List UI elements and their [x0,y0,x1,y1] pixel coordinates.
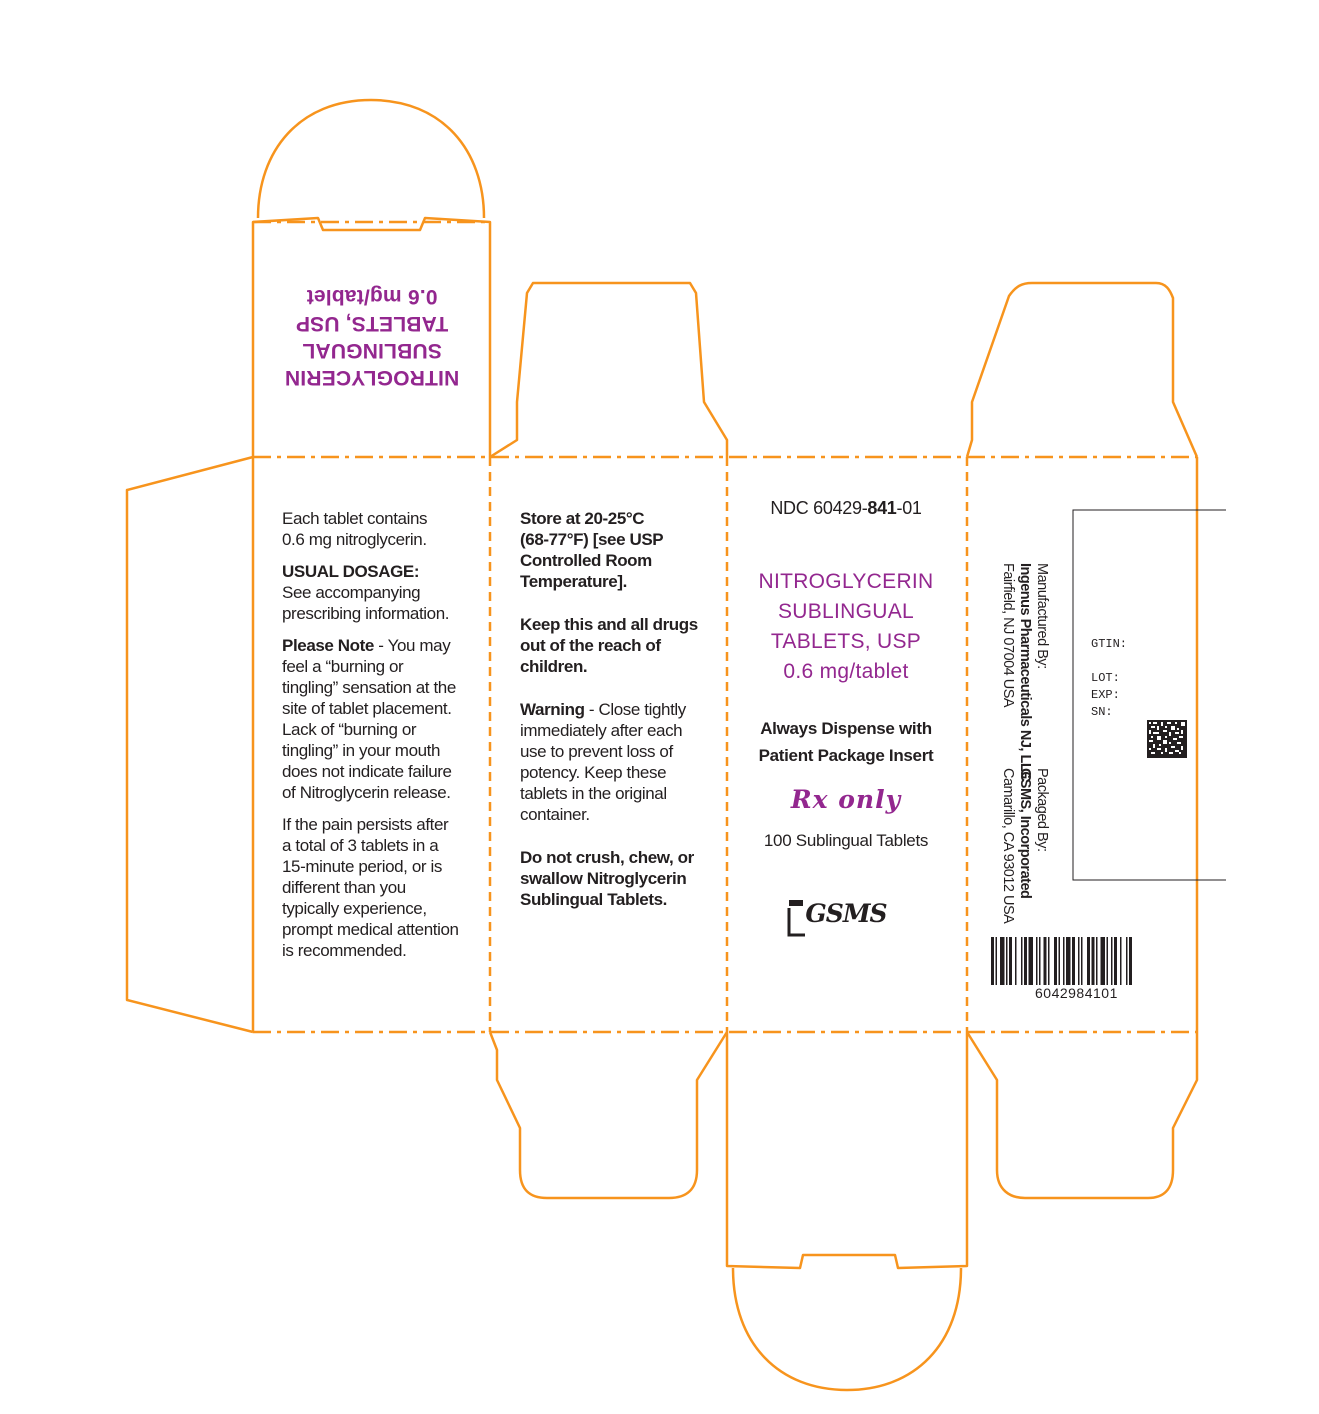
front-title-line-3: TABLETS, USP [770,630,922,653]
gsms-logo-text: GSMS [805,899,887,928]
warning-heading: Warning [520,700,585,719]
barcode-icon [991,937,1175,985]
dosage-line-2: prescribing information. [282,604,450,623]
store-line-1: Store at 20-25°C [520,509,645,528]
crush-line-3: Sublingual Tablets. [520,890,667,909]
ndc-number [732,497,960,519]
crush-line-1: Do not crush, chew, or [520,848,694,867]
top-title-line-2: SUBLINGUAL [302,339,442,362]
bottle-icon [785,899,807,937]
dosage-heading: USUAL DOSAGE: [282,562,420,581]
keep-line-2: out of the reach of [520,636,661,655]
pain-line-4: different than you [282,878,406,897]
warning-line-5: tablets in the original [520,784,667,803]
note-line-7: does not indicate failure [282,762,452,781]
packaged-label: Packaged By: [1034,768,1050,852]
packager-address: Camarillo, CA 93012 USA [1000,768,1016,924]
gsms-logo [805,899,886,939]
glue-flap [127,457,253,1032]
store-line-3: Controlled Room [520,551,652,570]
top-title-line-1: NITROGLYCERIN [284,366,460,389]
top-dust-flap-4 [967,283,1197,457]
gtin-label: GTIN: [1091,637,1128,651]
top-title-line-4: 0.6 mg/tablet [306,285,438,308]
manufacturer-block [999,563,1050,781]
bottom-dust-flap-4 [967,1032,1197,1198]
ndc-suffix: -01 [896,498,922,518]
sn-label: SN: [1091,705,1113,719]
contents-line-1: Each tablet contains [282,509,428,528]
store-line-4: Temperature]. [520,572,627,591]
top-dust-flap-2 [490,283,727,457]
datamatrix-icon [1147,720,1187,758]
dosage-line-1: See accompanying [282,583,421,602]
note-line-5: Lack of “burning or [282,720,417,739]
packager-name: GSMS, Incorporated [1017,768,1033,899]
pain-line-3: 15-minute period, or is [282,857,442,876]
bottom-tuck-tongue [733,1268,961,1390]
barcode-number: 6042984101 [1035,985,1118,1001]
note-line-6: tingling” in your mouth [282,741,441,760]
front-title-line-2: SUBLINGUAL [777,600,915,623]
warning-line-4: potency. Keep these [520,763,667,782]
note-heading: Please Note [282,636,374,655]
ndc-prefix: NDC 60429- [770,498,868,518]
middle-panel-text [520,508,710,910]
warning-line-3: use to prevent loss of [520,742,673,761]
contents-line-2: 0.6 mg nitroglycerin. [282,530,427,549]
note-line-8: of Nitroglycerin release. [282,783,451,802]
pain-line-6: prompt medical attention [282,920,459,939]
pain-line-1: If the pain persists after [282,815,449,834]
rx-only: Rx only [790,785,902,814]
note-line-2: feel a “burning or [282,657,404,676]
store-line-2: (68-77°F) [see USP [520,530,664,549]
manufactured-label: Manufactured By: [1034,563,1050,669]
top-title-line-3: TABLETS, USP [295,312,449,335]
pain-line-7: is recommended. [282,941,407,960]
warning-line-6: container. [520,805,590,824]
left-panel-text [282,508,472,961]
warning-line-2: immediately after each [520,721,683,740]
exp-label: EXP: [1091,688,1120,702]
crush-line-2: swallow Nitroglycerin [520,869,687,888]
bottom-dust-flap-2 [490,1032,727,1198]
manufacturer-address: Fairfield, NJ 07004 USA [1000,563,1016,708]
packager-block [999,768,1050,923]
keep-line-3: children. [520,657,588,676]
dispense-line-2: Patient Package Insert [758,746,934,765]
manufacturer-name: Ingenus Pharmaceuticals NJ, LLC [1017,563,1033,782]
bottom-tuck-flap [727,1032,967,1268]
front-title-line-4: 0.6 mg/tablet [783,660,909,683]
front-title [732,567,960,687]
warning-line-1: - Close tightly [584,700,686,719]
pain-line-5: typically experience, [282,899,427,918]
top-tuck-tongue [258,100,484,218]
pain-line-2: a total of 3 tablets in a [282,836,439,855]
top-flap-title [256,283,488,391]
note-line-4: site of tablet placement. [282,699,452,718]
keep-line-1: Keep this and all drugs [520,615,698,634]
tablet-count: 100 Sublingual Tablets [763,831,929,850]
note-line-3: tingling” sensation at the [282,678,456,697]
ndc-product-code: 841 [867,498,897,518]
lot-label: LOT: [1091,671,1120,685]
front-title-line-1: NITROGLYCERIN [758,570,934,593]
front-panel [732,497,960,939]
note-line-1: - You may [373,636,451,655]
dispense-line-1: Always Dispense with [760,719,932,738]
